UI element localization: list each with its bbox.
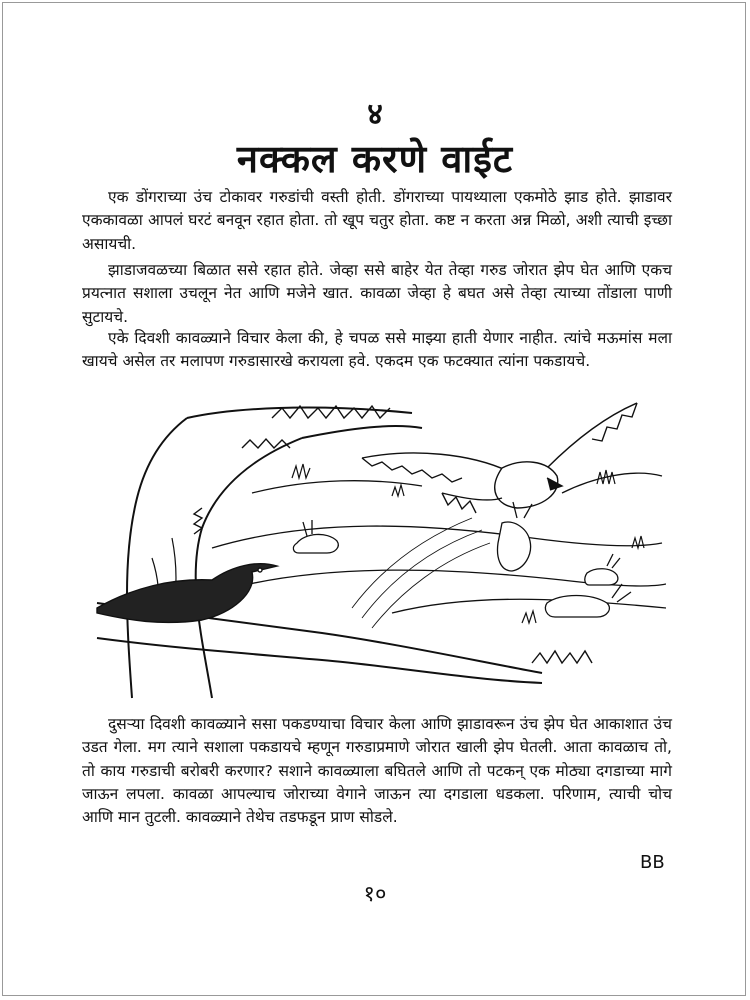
signature: BB (640, 852, 665, 873)
paragraph-1: एक डोंगराच्या उंच टोकावर गरुडांची वस्ती होती. डोंगराच्या पायथ्याला एकमोठे झाड होते. झाडावर एककावळा आपलं घरटं बनवून रहात होता. तो खूप चतुर होता. कष्ट न करता अन्न मिळो, अशी त्याची इच्छा असायची. (82, 188, 672, 253)
flying-bird (362, 403, 637, 513)
paragraph-2: झाडाजवळच्या बिळात ससे रहात होते. जेव्हा ससे बाहेर येत तेव्हा गरुड जोरात झेप घेत आणि एकच प्रयत्नात सशाला उचलून नेत आणि मजेने खात. कावळा जेव्हा हे बघत असे तेव्हा त्याच्या तोंडाला पाणी सुटायचे. (82, 261, 672, 326)
chapter-number: ४ (367, 97, 383, 132)
crow-on-branch (97, 564, 277, 623)
page-number: १० (363, 882, 387, 907)
paragraph-4: दुसऱ्या दिवशी कावळ्याने ससा पकडण्याचा विचार केला आणि झाडावरून उंच झेप घेत आकाशात उंच उडत गेला. मग त्याने सशाला पकडायचे म्हणून गरुडाप्रमाणे जोरात खाली झेप घेतली. आता कावळाच तो, तो काय गरुडाची बरोबरी करणार? सशाने कावळ्याला बघितले आणि तो पटकन् एक मोठ्या दगडाच्या मागे जाऊन लपला. कावळा आपल्याच जोराच्या वेगाने जाऊन त्या दगडाला धडकला. परिणाम, त्याची चोच आणि मान तुटली. कावळ्याने तेथेच तडफडून प्राण सोडले. (82, 715, 672, 827)
motion-lines (352, 518, 490, 628)
paragraph-3: एके दिवशी कावळ्याने विचार केला की, हे चपळ ससे माझ्या हाती येणार नाहीत. त्यांचे मऊमांस मला खायचे असेल तर मलापण गरुडासारखे करायला हवे. एकदम एक फटक्यात त्यांना पकडायचे. (82, 329, 672, 371)
story-illustration (92, 398, 666, 706)
hills (212, 473, 666, 613)
rabbits (293, 502, 631, 617)
chapter-title: नक्कल करणे वाईट (236, 137, 514, 181)
